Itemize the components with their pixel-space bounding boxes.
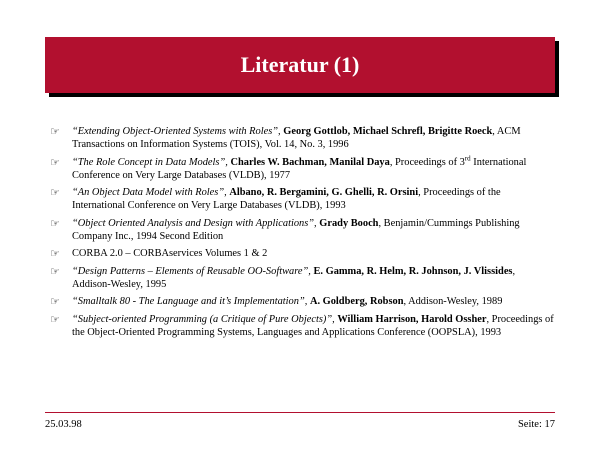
footer-date: 25.03.98 (45, 419, 82, 430)
reference-details: , Proceedings of the International Conference on Very Large Databases (VLDB), 1993 (72, 187, 501, 211)
reference-superscript: rd (464, 154, 471, 163)
reference-text (72, 265, 555, 291)
reference-item (50, 313, 555, 339)
reference-details: , Addison-Wesley, 1989 (403, 296, 503, 307)
reference-list (50, 125, 555, 343)
reference-text (72, 156, 555, 182)
reference-details: , Benjamin/Cummings Publishing Company Inc., 1994 Second Edition (72, 217, 520, 242)
reference-authors: Albano, R. Bergamini, G. Ghelli, R. Orsini (229, 187, 419, 198)
reference-item (50, 156, 555, 182)
hand-pointer-icon: ☞ (50, 155, 60, 169)
reference-item (50, 186, 555, 212)
reference-item (50, 295, 555, 308)
slide-title-box (45, 37, 555, 93)
hand-pointer-icon: ☞ (50, 247, 60, 260)
hand-pointer-icon: ☞ (50, 125, 60, 138)
slide-title: Literatur (1) (240, 52, 360, 77)
reference-authors: Grady Booch (319, 217, 379, 229)
hand-pointer-icon: ☞ (50, 186, 60, 199)
reference-authors: Charles W. Bachman, Manilal Daya (230, 156, 390, 168)
reference-item (50, 265, 555, 291)
hand-pointer-icon: ☞ (50, 312, 60, 326)
reference-authors: William Harrison, Harold Ossher (337, 313, 487, 325)
reference-text (72, 125, 555, 151)
hand-pointer-icon: ☞ (50, 264, 60, 278)
reference-text: CORBA 2.0 – CORBAservices Volumes 1 & 2 (72, 248, 268, 259)
reference-text (72, 186, 555, 212)
hand-pointer-icon: ☞ (50, 216, 60, 230)
reference-authors: E. Gamma, R. Helm, R. Johnson, J. Vlissides (313, 265, 513, 277)
reference-details: , ACM Transactions on Information Systems (TOIS), Vol. 14, No. 3, 1996 (72, 126, 521, 150)
reference-authors: Georg Gottlob, Michael Schrefl, Brigitte Roeck (283, 126, 493, 137)
reference-title: “Subject-oriented Programming (a Critique of Pure Objects)”, (72, 313, 335, 325)
reference-title: “Smalltalk 80 - The Language and it’s Implementation”, (72, 296, 308, 307)
reference-item (50, 217, 555, 243)
reference-details: , Proceedings of the Object-Oriented Programming Systems, Languages and Applications Conference (OOPSLA), 1993 (72, 313, 554, 338)
reference-title: “Extending Object-Oriented Systems with Roles”, (72, 126, 281, 137)
reference-title: “The Role Concept in Data Models”, (72, 156, 228, 168)
reference-text (72, 295, 555, 308)
reference-title: “An Object Data Model with Roles”, (72, 187, 227, 198)
reference-title: “Object Oriented Analysis and Design with Applications”, (72, 217, 317, 229)
reference-text (72, 313, 555, 339)
reference-title: “Design Patterns – Elements of Reusable OO-Software”, (72, 265, 311, 277)
reference-details-cont: International Conference on Very Large Databases (VLDB), 1977 (72, 156, 527, 181)
reference-details: , Addison-Wesley, 1995 (72, 265, 516, 290)
reference-details: , Proceedings of 3 (389, 156, 465, 168)
reference-item (50, 247, 555, 260)
reference-authors: A. Goldberg, Robson (309, 296, 404, 307)
reference-item (50, 125, 555, 151)
footer-page-number: Seite: 17 (517, 419, 555, 430)
slide-footer (45, 412, 555, 430)
reference-text (72, 217, 555, 243)
hand-pointer-icon: ☞ (50, 295, 60, 308)
